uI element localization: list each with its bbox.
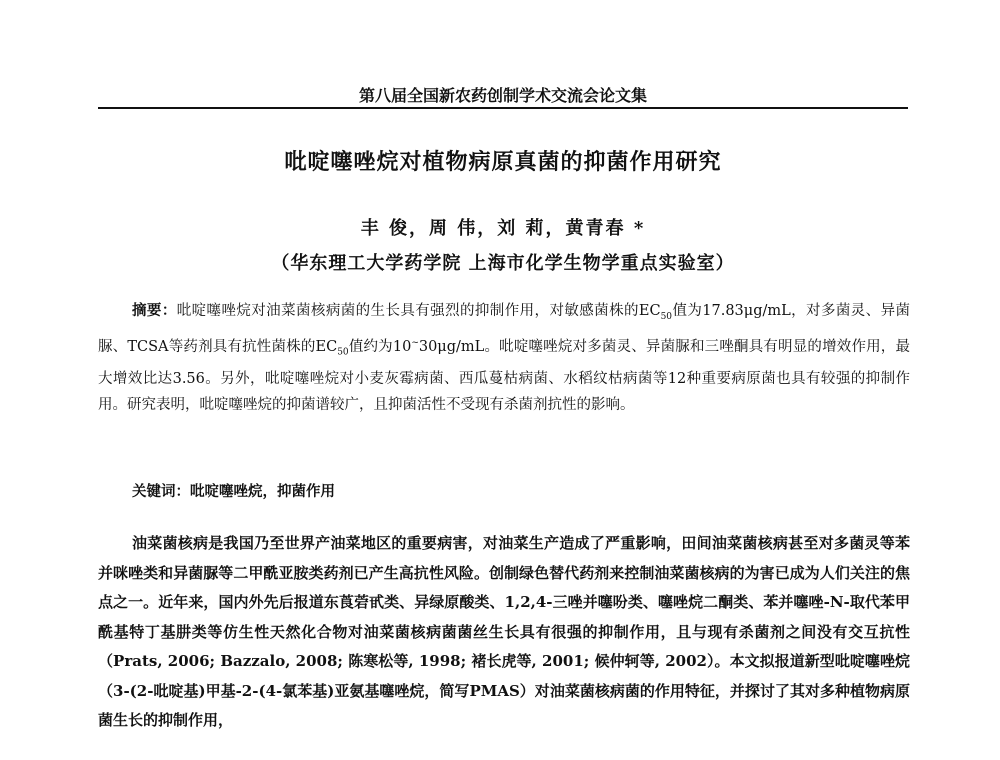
keywords: 关键词：吡啶噻唑烷，抑菌作用 (132, 484, 335, 500)
affiliation: （华东理工大学药学院 上海市化学生物学重点实验室） (271, 253, 735, 274)
ec50-subscript-1: 50 (660, 311, 673, 322)
abstract-text-3: 值约为10 (348, 338, 412, 355)
running-head: 第八届全国新农药创制学术交流会论文集 (358, 86, 647, 105)
ec50-subscript-2: 50 (337, 347, 349, 358)
header-rule (98, 107, 908, 109)
abstract-label: 摘要： (132, 302, 177, 319)
paper-title: 吡啶噻唑烷对植物病原真菌的抑菌作用研究 (284, 150, 722, 175)
author-list: 丰 俊，周 伟，刘 莉，黄青春 * (360, 218, 646, 239)
intro-paragraph: 油菜菌核病是我国乃至世界产油菜地区的重要病害，对油菜生产造成了严重影响，田间油菜菌核病甚至对多菌灵等苯并咪唑类和异菌脲等二甲酰亚胺类药剂已产生高抗性风险。创制绿色替代药剂来控制油菜菌核病的为害已成为人们关注的焦点之一。近年来，国内外先后报道东莨菪甙类、异绿原酸类、1,2,4-三唑并噻吩类、噻唑烷二酮类、苯并噻唑-N-取代苯甲酰基特丁基肼类等仿生性天然化合物对油菜菌核病菌菌丝生长具有很强的抑制作用，且与现有杀菌剂之间没有交互抗性（Prats, 2006; Bazzalo, 2008; 陈寒松等, 1998; 褚长虎等, 2001; 候仲轲等, 2002）。本文拟报道新型吡啶噻唑烷（3-(2-吡啶基)甲基-2-(4-氯苯基)亚氨基噻唑烷，简写PMAS）对油菜菌核病菌的作用特征，并探讨了其对多种植物病原菌生长的抑制作用， (98, 534, 910, 729)
abstract-text-2: 值为17.83μg/mL，对多菌灵、异菌脲、TCSA等药剂具有抗性菌株的EC (98, 303, 911, 355)
abstract-text-1: 吡啶噻唑烷对油菜菌核病菌的生长具有强烈的抑制作用，对敏感菌株的EC (176, 303, 661, 319)
abstract (98, 298, 910, 418)
abstract-text-4: 30μg/mL。吡啶噻唑烷对多菌灵、异菌脲和三唑酮具有明显的增效作用，最大增效比达3.56。另外，吡啶噻唑烷对小麦灰霉病菌、西瓜蔓枯病菌、水稻纹枯病菌等12种重要病原菌也具有较强的抑制作用。研究表明，吡啶噻唑烷的抑菌谱较广，且抑菌活性不受现有杀菌剂抗性的影响。 (98, 338, 910, 413)
range-tilde: ~ (411, 337, 419, 348)
